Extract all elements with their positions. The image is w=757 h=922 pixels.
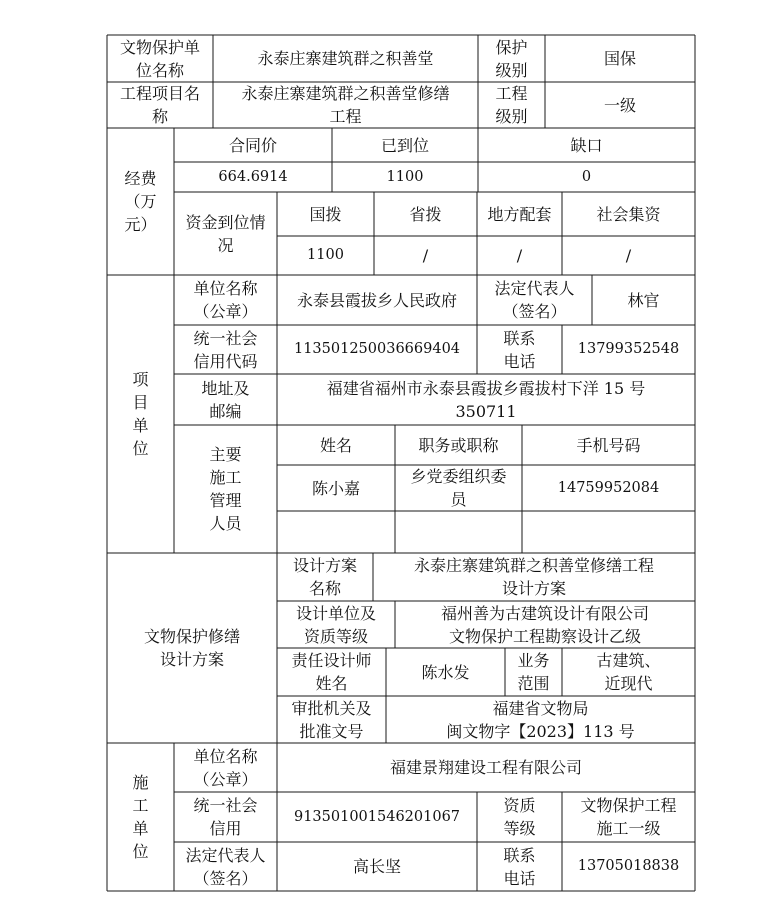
design-unit-label: 设计单位及 资质等级	[295, 603, 376, 646]
construction-legal-rep-label: 法定代表人 （签名）	[185, 845, 266, 888]
project-legal-rep-value: 林官	[627, 290, 660, 310]
social-label: 社会集资	[596, 204, 661, 224]
staff-phone-value: 14759952084	[557, 479, 660, 496]
local-value: /	[516, 246, 523, 265]
construction-legal-rep-value: 高长坚	[352, 857, 401, 876]
construction-name-value: 福建景翔建设工程有限公司	[389, 758, 582, 777]
construction-name-label: 单位名称 （公章）	[193, 746, 258, 789]
provincial-label: 省拨	[409, 204, 442, 224]
staff-name-header: 姓名	[319, 435, 352, 455]
design-plan-label: 文物保护修缮 设计方案	[143, 627, 240, 669]
construction-phone-label: 联系 电话	[503, 845, 536, 888]
local-label: 地方配套	[487, 204, 552, 224]
fund-status-label: 资金到位情 况	[185, 212, 266, 255]
designer-value: 陈水发	[421, 662, 470, 682]
scope-value: 古建筑、 近现代	[596, 651, 661, 693]
staff-phone-header: 手机号码	[576, 435, 641, 455]
protect-level-value: 国保	[603, 49, 636, 68]
qualification-value: 文物保护工程 施工一级	[580, 796, 677, 838]
national-label: 国拨	[309, 204, 342, 224]
project-name-label: 工程项目名 称	[119, 84, 200, 126]
design-unit-value: 福州善为古建筑设计有限公司 文物保护工程勘察设计乙级	[440, 603, 649, 646]
national-value: 1100	[307, 247, 344, 263]
provincial-value: /	[422, 246, 429, 265]
construction-unit-label: 施 工 单 位	[132, 773, 149, 861]
construction-phone-value: 13705018838	[577, 858, 680, 874]
staff-title-value: 乡党委组织委 员	[410, 467, 507, 509]
construction-credit-label: 统一社会 信用	[193, 796, 258, 838]
contract-price-value: 664.6914	[218, 168, 288, 185]
social-value: /	[625, 246, 632, 265]
project-unit-name-value: 永泰县霞拔乡人民政府	[296, 290, 457, 310]
approval-label: 审批机关及 批准文号	[291, 698, 372, 741]
project-level-label: 工程 级别	[495, 84, 528, 126]
project-credit-code-value: 113501250036669404	[293, 341, 461, 357]
funding-label: 经费 （万 元）	[124, 169, 157, 234]
designer-label: 责任设计师 姓名	[291, 651, 372, 693]
project-unit-label: 项 目 单 位	[132, 370, 149, 458]
address-label: 地址及 邮编	[201, 378, 250, 421]
contract-price-label: 合同价	[228, 135, 277, 155]
project-credit-code-label: 统一社会 信用代码	[193, 328, 258, 371]
approval-value: 福建省文物局 闽文物字【2023】113 号	[446, 698, 635, 741]
project-legal-rep-label: 法定代表人 （签名）	[494, 279, 575, 321]
project-level-value: 一级	[603, 95, 636, 115]
staff-name-value: 陈小嘉	[311, 478, 360, 498]
staff-title-header: 职务或职称	[418, 435, 499, 455]
project-phone-label: 联系 电话	[503, 328, 536, 371]
scope-label: 业务 范围	[517, 651, 550, 693]
staff-label: 主要 施工 管理 人员	[209, 445, 242, 533]
gap-value: 0	[581, 168, 592, 185]
arrived-label: 已到位	[380, 135, 429, 155]
qualification-label: 资质 等级	[503, 796, 536, 838]
heritage-unit-label: 文物保护单 位名称	[119, 37, 200, 80]
heritage-unit-value: 永泰庄寨建筑群之积善堂	[257, 49, 434, 68]
protect-level-label: 保护 级别	[495, 37, 528, 80]
plan-name-label: 设计方案 名称	[292, 556, 357, 598]
project-name-value: 永泰庄寨建筑群之积善堂修缮 工程	[241, 84, 450, 126]
plan-name-value: 永泰庄寨建筑群之积善堂修缮工程 设计方案	[413, 556, 654, 598]
project-phone-value: 13799352548	[577, 341, 680, 357]
arrived-value: 1100	[386, 168, 424, 185]
gap-label: 缺口	[570, 135, 603, 155]
construction-credit-value: 913501001546201067	[293, 808, 461, 825]
project-unit-name-label: 单位名称 （公章）	[193, 279, 258, 321]
address-value: 福建省福州市永泰县霞拔乡霞拔村下洋 15 号 350711	[326, 378, 646, 421]
